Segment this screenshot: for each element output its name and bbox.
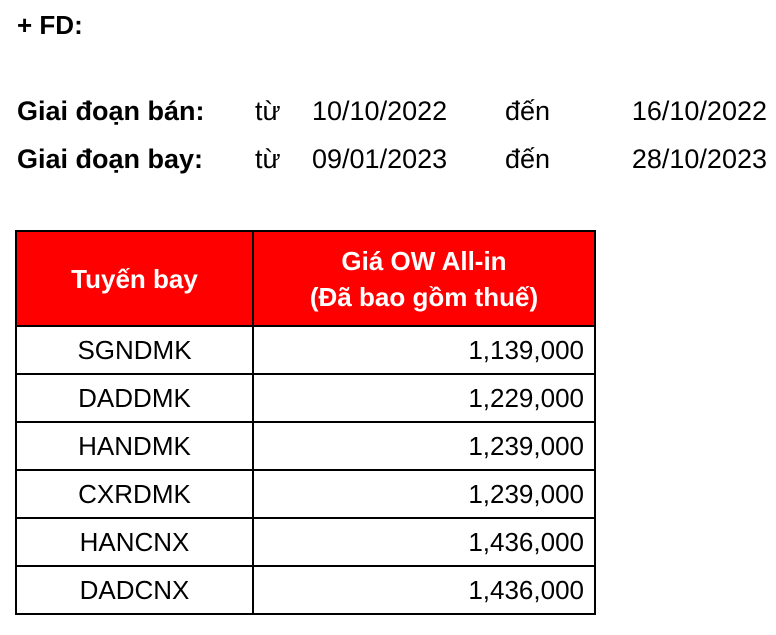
price-cell: 1,139,000	[253, 326, 595, 374]
sale-period-end-date: 16/10/2022	[631, 96, 767, 126]
sale-period-from-word: từ	[255, 96, 281, 126]
route-cell: HANCNX	[16, 518, 253, 566]
price-cell: 1,239,000	[253, 422, 595, 470]
sale-period-label: Giai đoạn bán:	[17, 96, 205, 126]
section-heading: + FD:	[17, 10, 83, 40]
sale-period-to-word: đến	[505, 96, 551, 126]
table-row	[16, 566, 595, 614]
table-row	[16, 374, 595, 422]
price-cell: 1,239,000	[253, 470, 595, 518]
sale-period-start-date: 10/10/2022	[312, 96, 448, 126]
price-cell: 1,229,000	[253, 374, 595, 422]
travel-period-label: Giai đoạn bay:	[17, 144, 204, 174]
header-price	[253, 231, 595, 326]
travel-period-row	[17, 141, 767, 177]
price-cell: 1,436,000	[253, 518, 595, 566]
table-row	[16, 326, 595, 374]
travel-period-to-word: đến	[505, 144, 551, 174]
table-row	[16, 470, 595, 518]
table-row	[16, 518, 595, 566]
route-cell: DADDMK	[16, 374, 253, 422]
table-row	[16, 422, 595, 470]
header-price-line1: Giá OW All-in	[341, 245, 507, 276]
travel-period-end-date: 28/10/2023	[631, 144, 767, 174]
route-cell: SGNDMK	[16, 326, 253, 374]
fare-table	[15, 230, 596, 615]
sale-period-row	[17, 93, 767, 129]
route-cell: CXRDMK	[16, 470, 253, 518]
route-cell: HANDMK	[16, 422, 253, 470]
fare-table-header-row	[16, 231, 595, 326]
travel-period-start-date: 09/01/2023	[312, 144, 448, 174]
price-cell: 1,436,000	[253, 566, 595, 614]
route-cell: DADCNX	[16, 566, 253, 614]
travel-period-from-word: từ	[255, 144, 281, 174]
header-route: Tuyến bay	[16, 231, 253, 326]
header-price-line2: (Đã bao gồm thuế)	[309, 281, 539, 312]
